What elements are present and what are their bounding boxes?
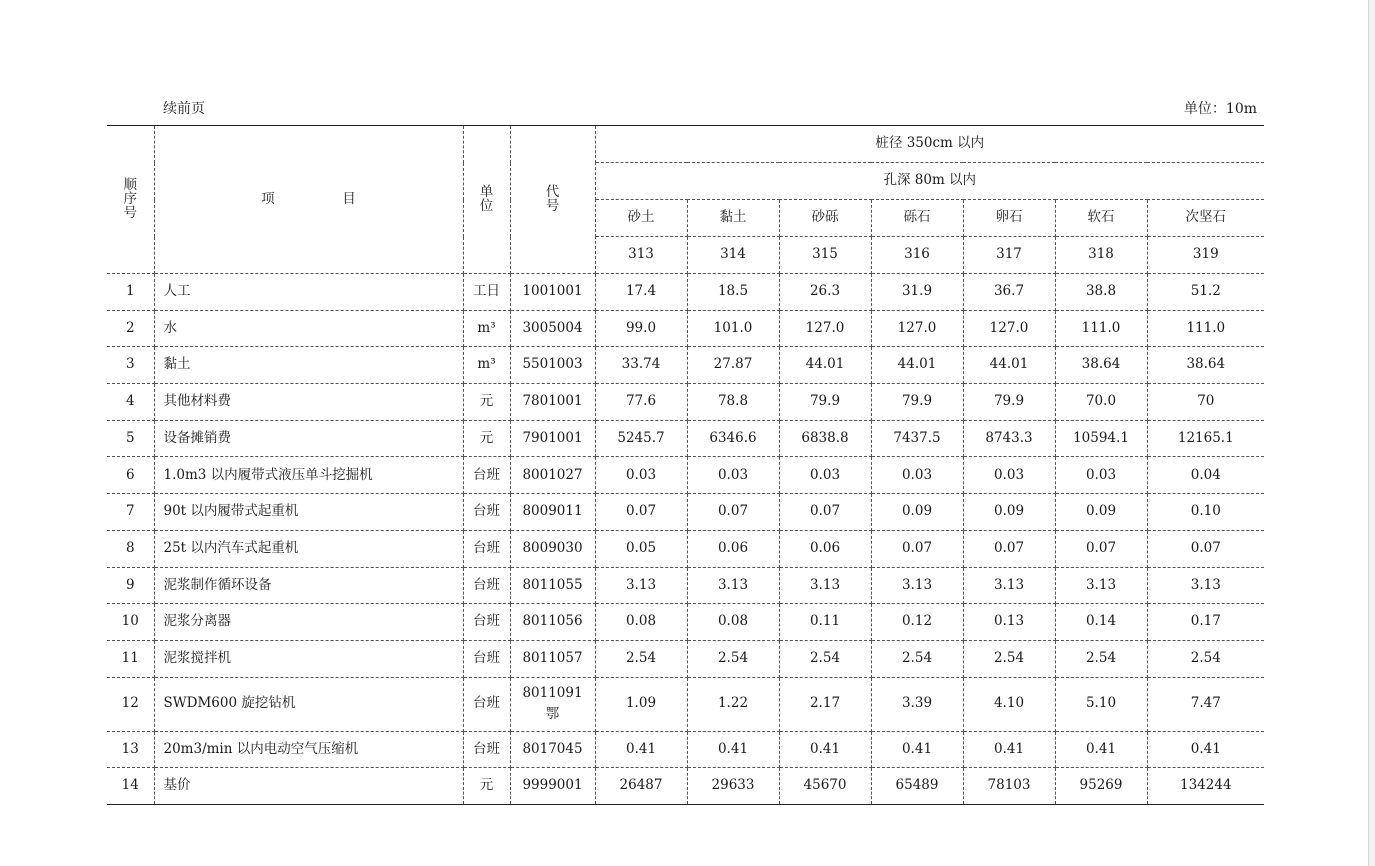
row-value: 38.8 <box>1055 274 1147 311</box>
row-code-main: 1001001 <box>522 283 583 300</box>
row-value: 3.13 <box>1147 567 1264 604</box>
row-value: 127.0 <box>871 310 963 347</box>
table-row <box>107 731 1264 768</box>
page-edge <box>1368 0 1375 866</box>
column-number: 313 <box>595 237 687 274</box>
row-value: 0.17 <box>1147 604 1264 641</box>
table-row <box>107 677 1264 731</box>
row-value: 0.08 <box>687 604 779 641</box>
table-row <box>107 768 1264 805</box>
row-unit: m³ <box>463 347 510 384</box>
row-value: 2.54 <box>595 640 687 677</box>
row-value: 0.05 <box>595 530 687 567</box>
row-value: 134244 <box>1147 768 1264 805</box>
row-value: 0.41 <box>595 731 687 768</box>
row-value: 0.03 <box>1055 457 1147 494</box>
row-value: 38.64 <box>1055 347 1147 384</box>
row-value: 3.39 <box>871 677 963 731</box>
row-unit: 台班 <box>463 567 510 604</box>
row-value: 0.03 <box>963 457 1055 494</box>
column-number: 315 <box>779 237 871 274</box>
row-value: 0.07 <box>1055 530 1147 567</box>
row-value: 1.22 <box>687 677 779 731</box>
row-item-name: 设备摊销费 <box>154 420 463 457</box>
row-value: 0.08 <box>595 604 687 641</box>
table-row <box>107 420 1264 457</box>
row-value: 45670 <box>779 768 871 805</box>
row-value: 0.12 <box>871 604 963 641</box>
row-item-name: 其他材料费 <box>154 384 463 421</box>
soil-header: 黏土 <box>687 200 779 237</box>
row-seq: 10 <box>107 604 154 641</box>
code-header: 代号 <box>510 126 595 274</box>
row-value: 77.6 <box>595 384 687 421</box>
row-value: 2.17 <box>779 677 871 731</box>
row-code-main: 8009011 <box>522 503 583 520</box>
row-value: 0.07 <box>963 530 1055 567</box>
row-value: 51.2 <box>1147 274 1264 311</box>
soil-header: 砂土 <box>595 200 687 237</box>
row-item-name: 人工 <box>154 274 463 311</box>
table-body <box>107 274 1264 805</box>
row-code <box>510 530 595 567</box>
row-code-main: 8011057 <box>522 649 583 666</box>
row-value: 29633 <box>687 768 779 805</box>
row-value: 127.0 <box>963 310 1055 347</box>
row-value: 70.0 <box>1055 384 1147 421</box>
row-item-name: 20m3/min 以内电动空气压缩机 <box>154 731 463 768</box>
row-code-main: 3005004 <box>522 319 583 336</box>
row-value: 0.03 <box>687 457 779 494</box>
row-code-suffix: 鄂 <box>545 706 560 723</box>
row-seq: 6 <box>107 457 154 494</box>
row-value: 0.09 <box>1055 494 1147 531</box>
row-seq: 7 <box>107 494 154 531</box>
row-value: 8743.3 <box>963 420 1055 457</box>
row-seq: 8 <box>107 530 154 567</box>
row-value: 79.9 <box>871 384 963 421</box>
unit-note: 单位：10m <box>1183 101 1257 117</box>
row-code-main: 7901001 <box>522 429 583 446</box>
row-value: 79.9 <box>779 384 871 421</box>
row-value: 95269 <box>1055 768 1147 805</box>
row-value: 0.03 <box>871 457 963 494</box>
row-code <box>510 310 595 347</box>
row-unit: 工日 <box>463 274 510 311</box>
row-value: 3.13 <box>779 567 871 604</box>
row-code-main: 8017045 <box>522 740 583 757</box>
row-item-name: 黏土 <box>154 347 463 384</box>
row-value: 0.07 <box>687 494 779 531</box>
row-item-name: 1.0m3 以内履带式液压单斗挖掘机 <box>154 457 463 494</box>
row-code-main: 7801001 <box>522 393 583 410</box>
row-code-main: 8011056 <box>522 613 583 630</box>
row-value: 78103 <box>963 768 1055 805</box>
row-item-name: 泥浆制作循环设备 <box>154 567 463 604</box>
row-value: 99.0 <box>595 310 687 347</box>
row-item-name: 90t 以内履带式起重机 <box>154 494 463 531</box>
row-value: 0.04 <box>1147 457 1264 494</box>
hole-depth-header: 孔深 80m 以内 <box>595 163 1264 200</box>
row-value: 3.13 <box>1055 567 1147 604</box>
row-seq: 5 <box>107 420 154 457</box>
row-value: 0.11 <box>779 604 871 641</box>
row-value: 111.0 <box>1055 310 1147 347</box>
row-value: 6346.6 <box>687 420 779 457</box>
row-value: 26.3 <box>779 274 871 311</box>
row-code <box>510 731 595 768</box>
row-item-name: 水 <box>154 310 463 347</box>
row-value: 101.0 <box>687 310 779 347</box>
row-value: 111.0 <box>1147 310 1264 347</box>
row-code <box>510 384 595 421</box>
row-value: 0.03 <box>779 457 871 494</box>
row-value: 0.41 <box>963 731 1055 768</box>
row-value: 79.9 <box>963 384 1055 421</box>
row-value: 2.54 <box>779 640 871 677</box>
row-value: 0.41 <box>1055 731 1147 768</box>
row-value: 27.87 <box>687 347 779 384</box>
row-value: 3.13 <box>595 567 687 604</box>
row-value: 17.4 <box>595 274 687 311</box>
row-unit: 台班 <box>463 604 510 641</box>
row-code <box>510 347 595 384</box>
row-value: 12165.1 <box>1147 420 1264 457</box>
row-value: 26487 <box>595 768 687 805</box>
column-number: 319 <box>1147 237 1264 274</box>
column-number: 316 <box>871 237 963 274</box>
row-code <box>510 420 595 457</box>
pile-diameter-header: 桩径 350cm 以内 <box>595 126 1264 163</box>
row-value: 38.64 <box>1147 347 1264 384</box>
row-value: 0.03 <box>595 457 687 494</box>
row-value: 44.01 <box>779 347 871 384</box>
row-value: 18.5 <box>687 274 779 311</box>
row-value: 3.13 <box>687 567 779 604</box>
row-code <box>510 604 595 641</box>
continued-label: 续前页 <box>163 101 205 117</box>
row-value: 33.74 <box>595 347 687 384</box>
row-code <box>510 768 595 805</box>
row-code <box>510 677 595 731</box>
row-unit: 元 <box>463 420 510 457</box>
row-unit: 元 <box>463 768 510 805</box>
row-value: 0.07 <box>595 494 687 531</box>
row-unit: 台班 <box>463 530 510 567</box>
row-value: 3.13 <box>871 567 963 604</box>
table-row <box>107 457 1264 494</box>
row-unit: 元 <box>463 384 510 421</box>
row-value: 0.41 <box>779 731 871 768</box>
row-value: 0.09 <box>871 494 963 531</box>
row-value: 127.0 <box>779 310 871 347</box>
row-value: 0.07 <box>1147 530 1264 567</box>
row-value: 0.06 <box>687 530 779 567</box>
unit-header: 单位 <box>463 126 510 274</box>
row-value: 70 <box>1147 384 1264 421</box>
row-value: 6838.8 <box>779 420 871 457</box>
soil-header: 砂砾 <box>779 200 871 237</box>
row-value: 1.09 <box>595 677 687 731</box>
row-value: 7437.5 <box>871 420 963 457</box>
row-value: 3.13 <box>963 567 1055 604</box>
row-value: 31.9 <box>871 274 963 311</box>
row-seq: 9 <box>107 567 154 604</box>
item-header: 项 目 <box>154 126 463 274</box>
row-seq: 14 <box>107 768 154 805</box>
row-seq: 2 <box>107 310 154 347</box>
column-number: 314 <box>687 237 779 274</box>
row-value: 0.13 <box>963 604 1055 641</box>
row-code-main: 5501003 <box>522 356 583 373</box>
row-seq: 13 <box>107 731 154 768</box>
table-row <box>107 347 1264 384</box>
row-value: 0.07 <box>779 494 871 531</box>
row-item-name: 泥浆搅拌机 <box>154 640 463 677</box>
row-value: 0.09 <box>963 494 1055 531</box>
row-code <box>510 567 595 604</box>
table-row <box>107 494 1264 531</box>
column-number: 317 <box>963 237 1055 274</box>
row-code-main: 8009030 <box>522 539 583 556</box>
row-value: 2.54 <box>1055 640 1147 677</box>
row-value: 7.47 <box>1147 677 1264 731</box>
row-value: 2.54 <box>687 640 779 677</box>
row-unit: 台班 <box>463 640 510 677</box>
row-item-name: 泥浆分离器 <box>154 604 463 641</box>
row-code-main: 8011091 <box>522 684 583 701</box>
quota-table <box>107 125 1264 805</box>
row-value: 2.54 <box>963 640 1055 677</box>
row-value: 36.7 <box>963 274 1055 311</box>
row-seq: 3 <box>107 347 154 384</box>
row-value: 0.41 <box>871 731 963 768</box>
row-unit: 台班 <box>463 677 510 731</box>
row-code-main: 8011055 <box>522 576 583 593</box>
table-row <box>107 310 1264 347</box>
row-code-main: 8001027 <box>522 466 583 483</box>
table-row <box>107 384 1264 421</box>
row-value: 5.10 <box>1055 677 1147 731</box>
row-code <box>510 640 595 677</box>
soil-header: 卵石 <box>963 200 1055 237</box>
row-value: 2.54 <box>871 640 963 677</box>
row-code <box>510 457 595 494</box>
table-header <box>107 126 1264 274</box>
row-code <box>510 494 595 531</box>
column-number: 318 <box>1055 237 1147 274</box>
row-unit: 台班 <box>463 457 510 494</box>
row-value: 44.01 <box>871 347 963 384</box>
table-row <box>107 274 1264 311</box>
table-row <box>107 530 1264 567</box>
row-value: 0.14 <box>1055 604 1147 641</box>
row-value: 0.06 <box>779 530 871 567</box>
table-row <box>107 640 1264 677</box>
row-value: 0.41 <box>687 731 779 768</box>
row-value: 78.8 <box>687 384 779 421</box>
row-item-name: 25t 以内汽车式起重机 <box>154 530 463 567</box>
row-seq: 4 <box>107 384 154 421</box>
seq-header: 顺序号 <box>107 126 154 274</box>
soil-header: 次坚石 <box>1147 200 1264 237</box>
table-row <box>107 567 1264 604</box>
row-item-name: SWDM600 旋挖钻机 <box>154 677 463 731</box>
row-value: 2.54 <box>1147 640 1264 677</box>
row-item-name: 基价 <box>154 768 463 805</box>
row-unit: m³ <box>463 310 510 347</box>
row-unit: 台班 <box>463 494 510 531</box>
row-value: 5245.7 <box>595 420 687 457</box>
row-seq: 1 <box>107 274 154 311</box>
row-value: 0.41 <box>1147 731 1264 768</box>
row-value: 10594.1 <box>1055 420 1147 457</box>
row-seq: 12 <box>107 677 154 731</box>
row-value: 0.07 <box>871 530 963 567</box>
row-value: 4.10 <box>963 677 1055 731</box>
row-seq: 11 <box>107 640 154 677</box>
table-row <box>107 604 1264 641</box>
row-value: 65489 <box>871 768 963 805</box>
row-code-main: 9999001 <box>522 777 583 794</box>
soil-header: 软石 <box>1055 200 1147 237</box>
row-value: 44.01 <box>963 347 1055 384</box>
row-code <box>510 274 595 311</box>
row-unit: 台班 <box>463 731 510 768</box>
soil-header: 砾石 <box>871 200 963 237</box>
row-value: 0.10 <box>1147 494 1264 531</box>
